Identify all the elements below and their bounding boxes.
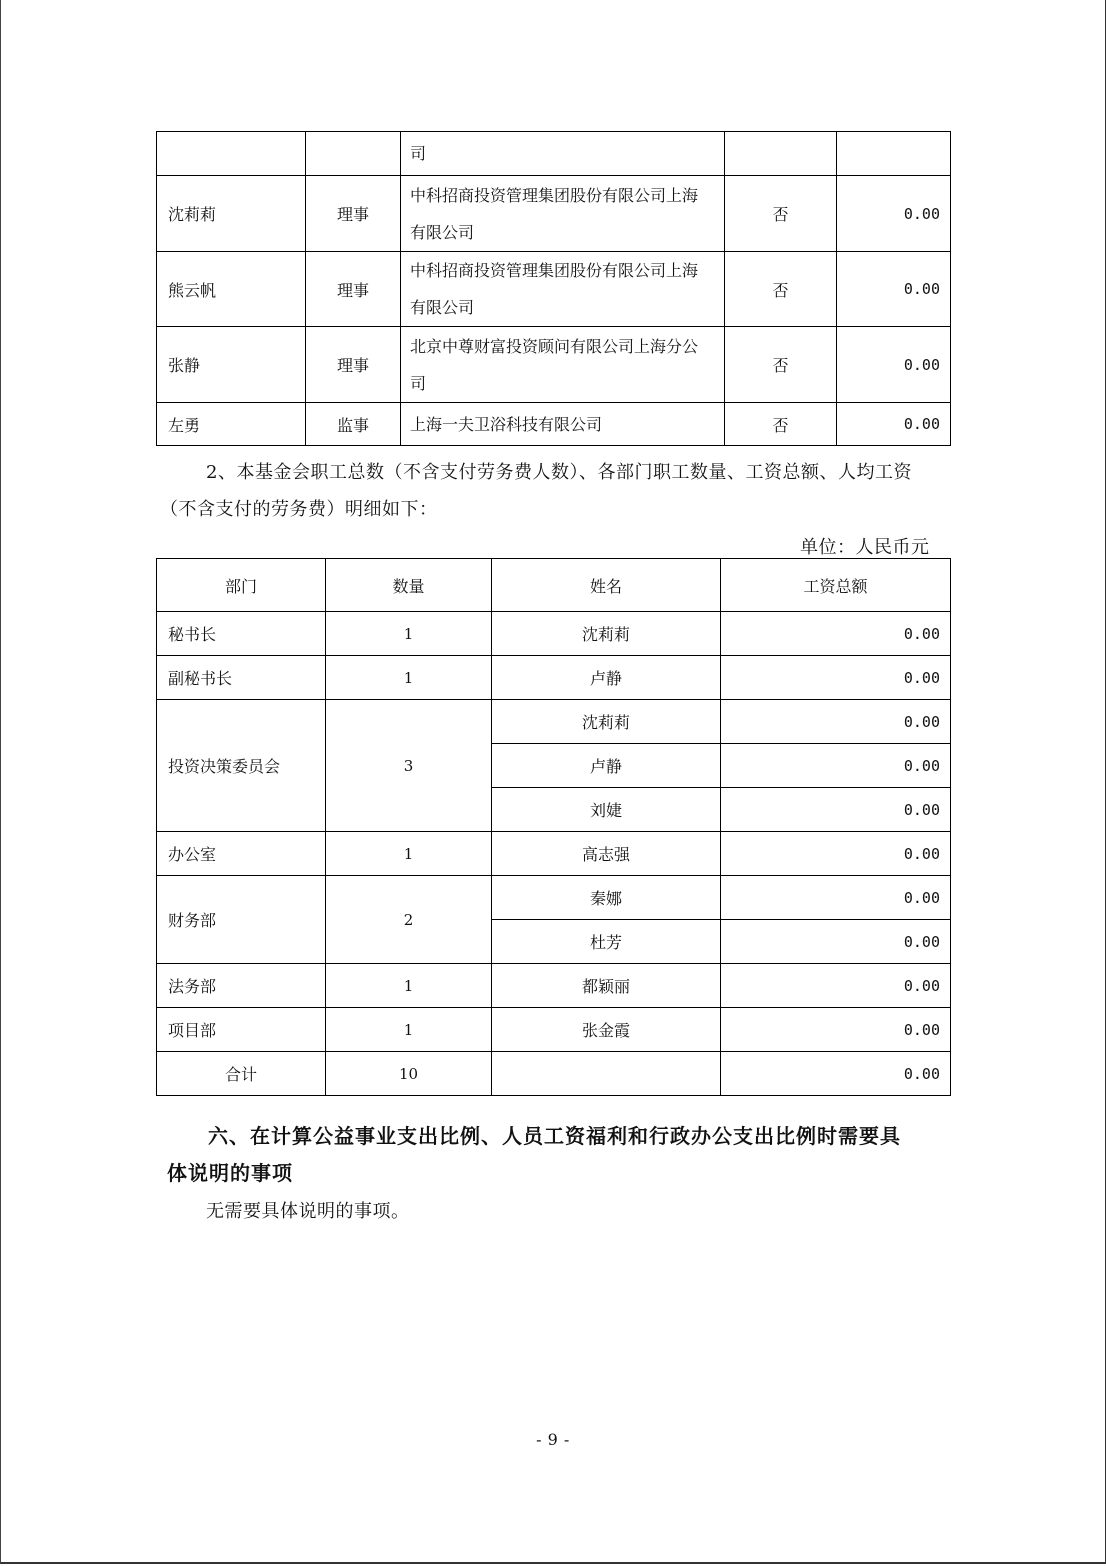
total-amount: 0.00 — [721, 1052, 951, 1096]
staff-row — [157, 964, 951, 1008]
department-count: 1 — [326, 964, 492, 1008]
member-organization — [401, 132, 725, 176]
staff-row — [157, 1008, 951, 1052]
section6-heading-line1: 六、在计算公益事业支出比例、人员工资福利和行政办公支出比例时需要具 — [208, 1124, 901, 1148]
department-name: 财务部 — [157, 876, 326, 964]
organization-line: 北京中尊财富投资顾问有限公司上海分公 — [410, 336, 699, 356]
council-members-table — [156, 131, 951, 446]
salary-amount: 0.00 — [721, 656, 951, 700]
member-organization — [401, 176, 725, 252]
member-name: 熊云帆 — [157, 252, 306, 327]
member-organization — [401, 403, 725, 446]
salary-amount: 0.00 — [721, 700, 951, 744]
salary-amount: 0.00 — [721, 876, 951, 920]
member-row — [157, 132, 951, 176]
staff-name: 都颖丽 — [492, 964, 721, 1008]
member-role: 理事 — [306, 252, 401, 327]
total-name — [492, 1052, 721, 1096]
total-count: 10 — [326, 1052, 492, 1096]
staff-name: 高志强 — [492, 832, 721, 876]
staff-row — [157, 876, 951, 920]
staff-name: 卢静 — [492, 744, 721, 788]
department-count: 2 — [326, 876, 492, 964]
member-amount — [837, 132, 951, 176]
total-label: 合计 — [157, 1052, 326, 1096]
section6-body: 无需要具体说明的事项。 — [206, 1201, 410, 1222]
staff-name: 卢静 — [492, 656, 721, 700]
staff-row — [157, 656, 951, 700]
member-role: 理事 — [306, 176, 401, 252]
member-row — [157, 176, 951, 252]
member-amount: 0.00 — [837, 403, 951, 446]
member-name: 左勇 — [157, 403, 306, 446]
page-number: - 9 - — [536, 1430, 570, 1449]
total-row — [157, 1052, 951, 1096]
organization-line: 上海一夫卫浴科技有限公司 — [410, 414, 603, 434]
staff-name: 刘婕 — [492, 788, 721, 832]
salary-amount: 0.00 — [721, 788, 951, 832]
organization-line: 中科招商投资管理集团股份有限公司上海 — [410, 261, 699, 280]
staff-name: 杜芳 — [492, 920, 721, 964]
member-name: 沈莉莉 — [157, 176, 306, 252]
salary-amount: 0.00 — [721, 920, 951, 964]
member-paid-flag: 否 — [725, 252, 837, 327]
staff-salary-table — [156, 558, 951, 1096]
member-role — [306, 132, 401, 176]
staff-name: 沈莉莉 — [492, 612, 721, 656]
member-paid-flag: 否 — [725, 176, 837, 252]
salary-amount: 0.00 — [721, 744, 951, 788]
salary-amount: 0.00 — [721, 612, 951, 656]
column-header: 工资总额 — [721, 559, 951, 612]
department-name: 秘书长 — [157, 612, 326, 656]
member-row — [157, 252, 951, 327]
salary-amount: 0.00 — [721, 832, 951, 876]
member-name — [157, 132, 306, 176]
staff-intro-line1: 2、本基金会职工总数（不含支付劳务费人数）、各部门职工数量、工资总额、人均工资 — [206, 462, 912, 483]
department-name: 投资决策委员会 — [157, 700, 326, 832]
staff-row — [157, 832, 951, 876]
department-count: 3 — [326, 700, 492, 832]
salary-amount: 0.00 — [721, 1008, 951, 1052]
member-paid-flag — [725, 132, 837, 176]
member-organization — [401, 252, 725, 327]
member-organization — [401, 327, 725, 403]
member-amount: 0.00 — [837, 327, 951, 403]
department-name: 副秘书长 — [157, 656, 326, 700]
staff-row — [157, 612, 951, 656]
staff-intro-line2: （不含支付的劳务费）明细如下： — [160, 499, 438, 520]
department-count: 1 — [326, 612, 492, 656]
organization-line: 有限公司 — [410, 298, 475, 317]
staff-row — [157, 700, 951, 744]
salary-amount: 0.00 — [721, 964, 951, 1008]
organization-line: 司 — [410, 373, 427, 393]
column-header: 部门 — [157, 559, 326, 612]
department-name: 法务部 — [157, 964, 326, 1008]
member-row — [157, 327, 951, 403]
organization-line: 中科招商投资管理集团股份有限公司上海 — [410, 185, 699, 205]
column-header: 姓名 — [492, 559, 721, 612]
member-role: 监事 — [306, 403, 401, 446]
member-paid-flag: 否 — [725, 327, 837, 403]
currency-unit: 单位：人民币元 — [800, 537, 930, 558]
column-header: 数量 — [326, 559, 492, 612]
staff-name: 张金霞 — [492, 1008, 721, 1052]
member-role: 理事 — [306, 327, 401, 403]
organization-line: 有限公司 — [410, 222, 475, 242]
department-count: 1 — [326, 832, 492, 876]
header-row — [157, 559, 951, 612]
department-count: 1 — [326, 1008, 492, 1052]
organization-line: 司 — [410, 144, 427, 163]
department-count: 1 — [326, 656, 492, 700]
department-name: 项目部 — [157, 1008, 326, 1052]
staff-name: 沈莉莉 — [492, 700, 721, 744]
department-name: 办公室 — [157, 832, 326, 876]
staff-name: 秦娜 — [492, 876, 721, 920]
member-amount: 0.00 — [837, 252, 951, 327]
member-amount: 0.00 — [837, 176, 951, 252]
member-paid-flag: 否 — [725, 403, 837, 446]
member-name: 张静 — [157, 327, 306, 403]
member-row — [157, 403, 951, 446]
section6-heading-line2: 体说明的事项 — [167, 1161, 293, 1185]
